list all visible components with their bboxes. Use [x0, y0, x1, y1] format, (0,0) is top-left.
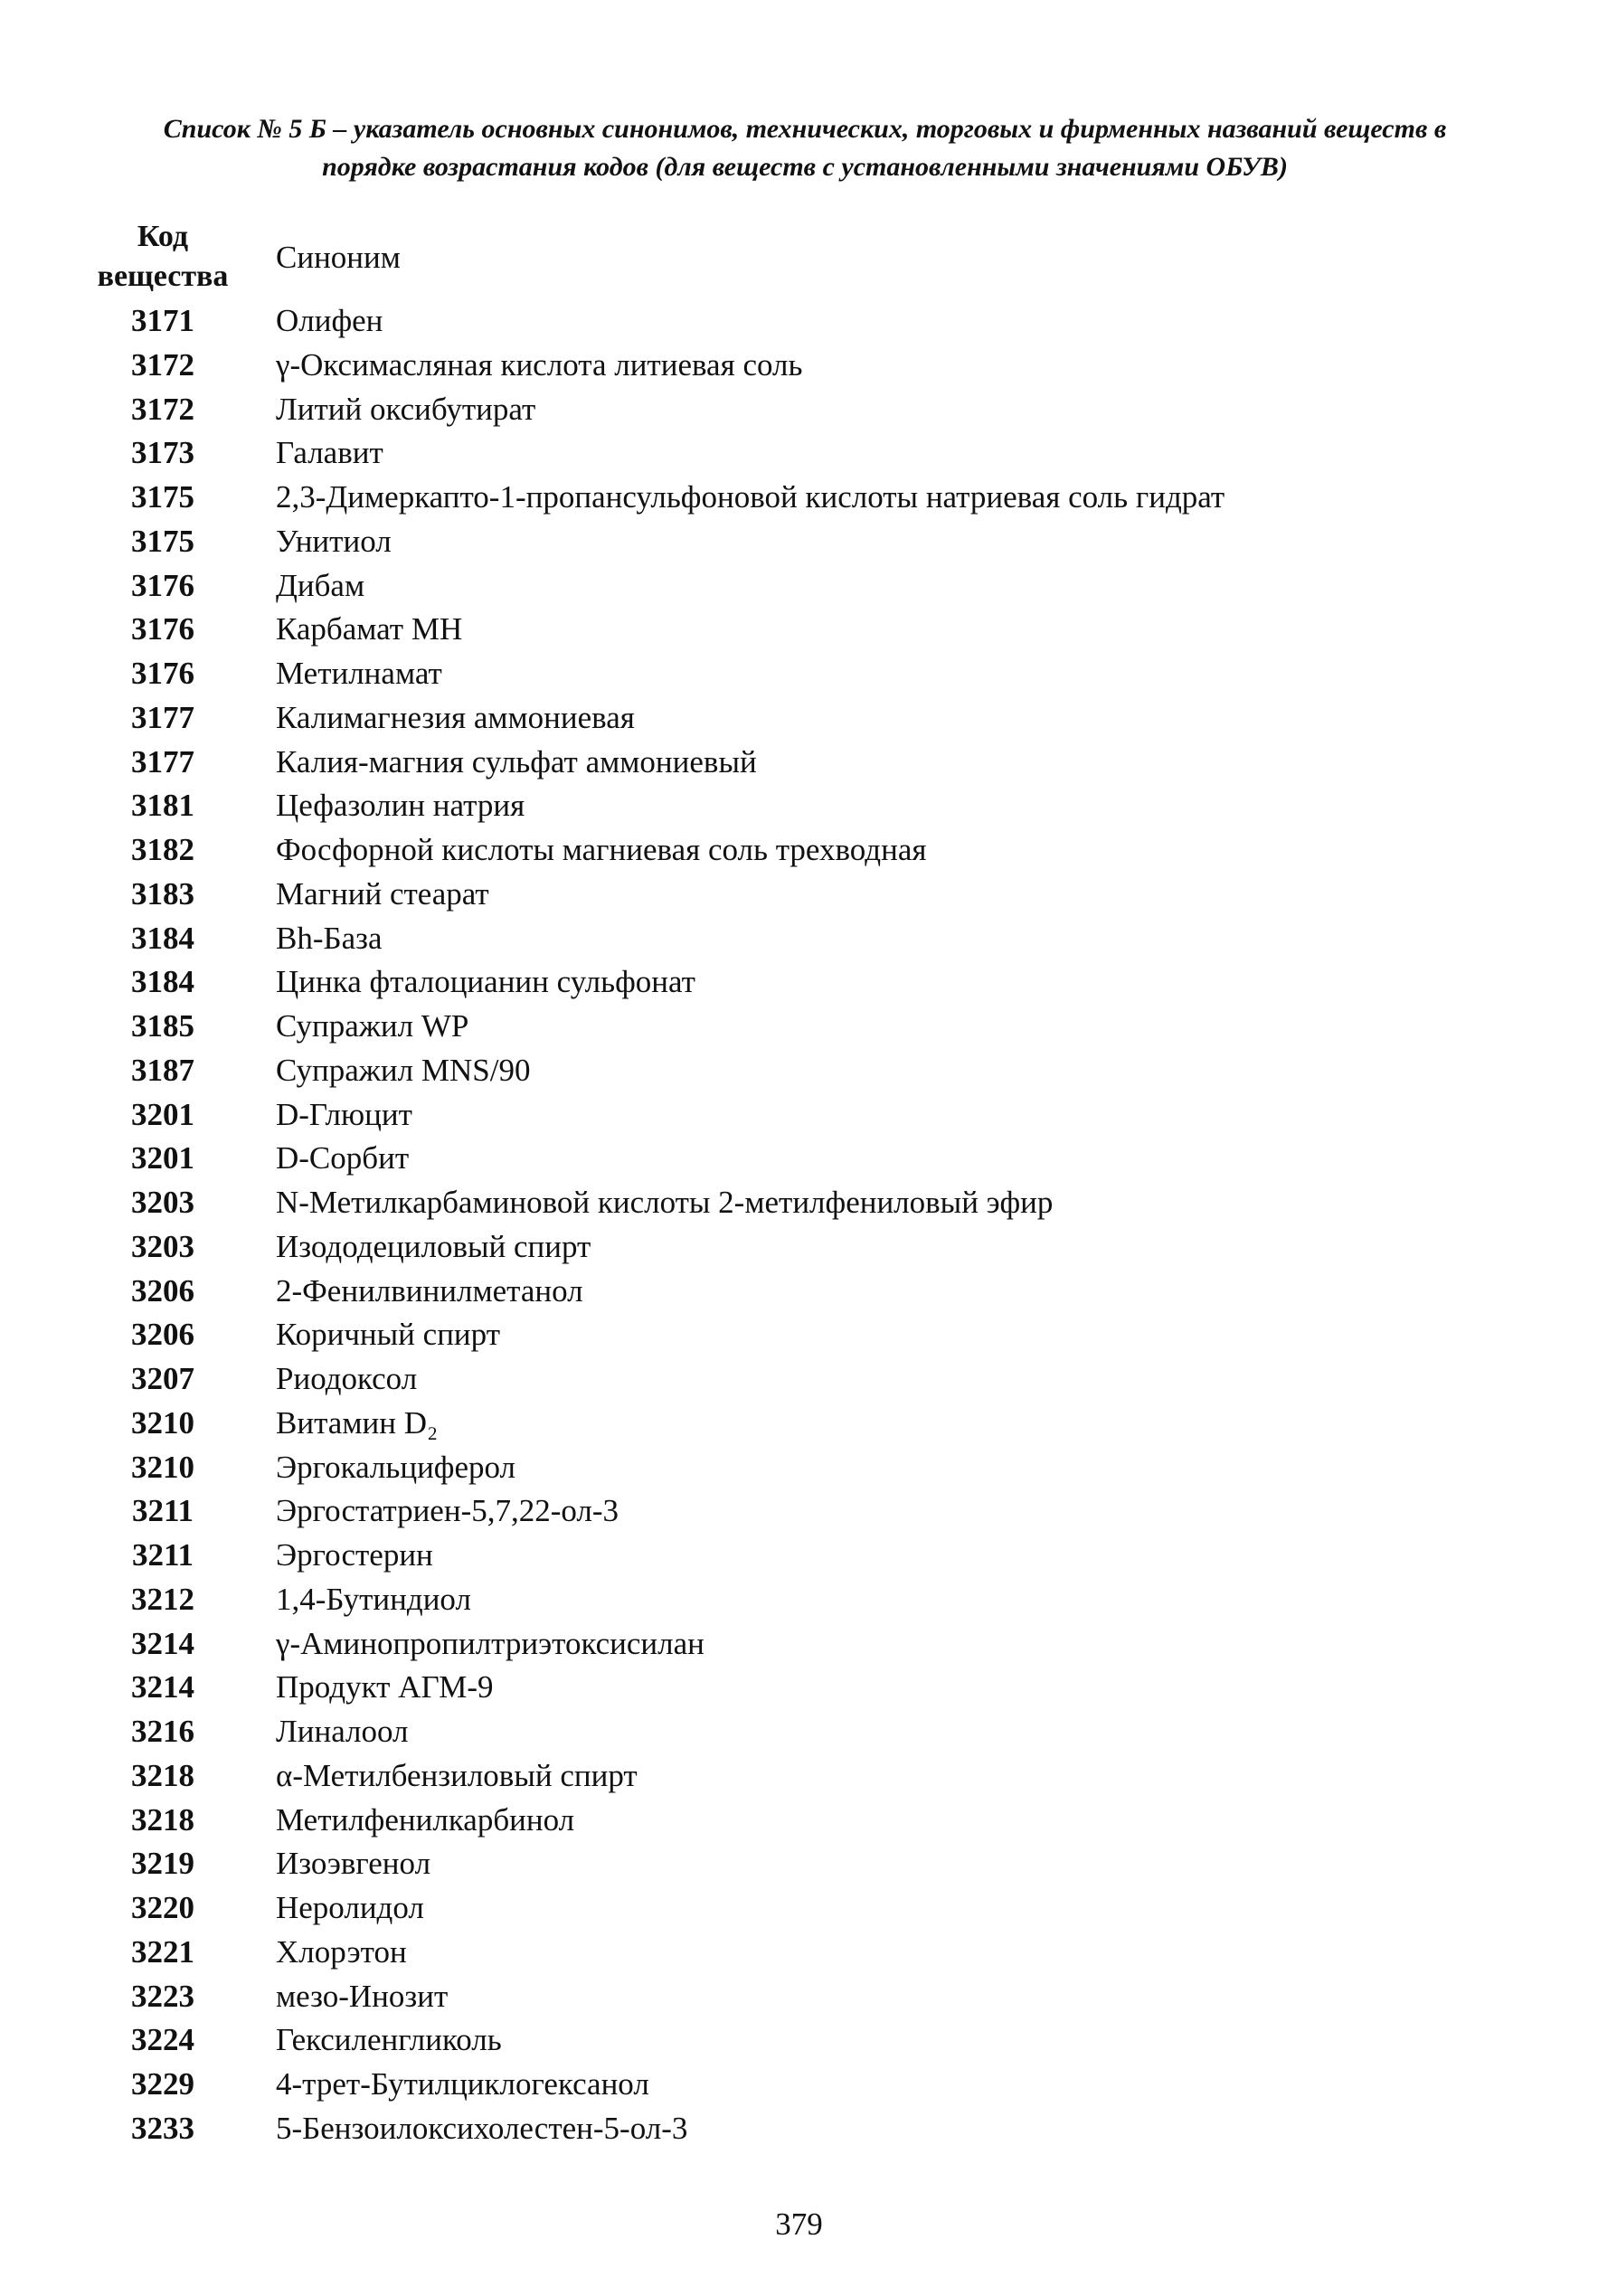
synonym-name: Магний стеарат — [276, 875, 489, 912]
synonym-name: 2-Фенилвинилметанол — [276, 1272, 583, 1309]
table-row — [90, 1489, 1501, 1534]
synonym-name: Фосфорной кислоты магниевая соль трехводная — [276, 832, 927, 867]
table-row — [90, 652, 1501, 696]
column-header-code-line-1: Код — [137, 220, 189, 253]
table-row — [90, 2063, 1501, 2107]
table-row — [90, 388, 1501, 432]
substance-code: 3176 — [131, 656, 194, 691]
substance-code: 3218 — [131, 1801, 194, 1838]
table-row — [90, 1357, 1501, 1402]
table-row — [90, 1799, 1501, 1843]
table-row — [90, 1005, 1501, 1049]
substance-code: 3201 — [131, 1096, 194, 1132]
table-row — [90, 564, 1501, 609]
table-row — [90, 1270, 1501, 1314]
table-row — [90, 431, 1501, 476]
table-row — [90, 1093, 1501, 1138]
table-row — [90, 1975, 1501, 2019]
substance-code: 3221 — [131, 1933, 194, 1970]
synonym-name: Дибам — [276, 567, 365, 603]
table-row — [90, 1886, 1501, 1931]
substance-code: 3214 — [131, 1625, 194, 1661]
synonym-name: α-Метилбензиловый спирт — [276, 1757, 638, 1793]
substance-code: 3206 — [131, 1272, 194, 1309]
table-row — [90, 1137, 1501, 1181]
table-row — [90, 2018, 1501, 2063]
substance-code: 3187 — [131, 1052, 194, 1088]
table-row — [90, 1049, 1501, 1093]
synonym-name: 2,3-Димеркапто-1-пропансульфоновой кислоты натриевая соль гидрат — [276, 479, 1225, 515]
synonym-name: Калимагнезия аммониевая — [276, 699, 635, 735]
substance-code: 3184 — [131, 920, 194, 956]
substance-code: 3229 — [131, 2066, 194, 2102]
synonym-name: Галавит — [276, 435, 383, 471]
substance-code: 3219 — [131, 1846, 194, 1882]
synonym-name: Риодоксол — [276, 1361, 418, 1396]
synonym-name: Супражил MNS/90 — [276, 1052, 531, 1088]
table-row — [90, 1534, 1501, 1578]
synonym-name: мезо-Инозит — [276, 1978, 449, 2014]
synonym-name: Унитиол — [276, 523, 392, 559]
synonym-name: Коричный спирт — [276, 1317, 500, 1353]
table-row — [90, 608, 1501, 652]
substance-code: 3172 — [131, 391, 194, 427]
substance-code: 3207 — [131, 1361, 194, 1396]
table-row — [90, 1931, 1501, 1975]
title-line-2: порядке возрастания кодов (для веществ с установленными значениями ОБУВ) — [322, 152, 1288, 182]
synonym-name: N-Метилкарбаминовой кислоты 2-метилфениловый эфир — [276, 1185, 1054, 1220]
table-row — [90, 2107, 1501, 2151]
synonym-name: 4-трет-Бутилциклогексанол — [276, 2066, 649, 2102]
column-header-code — [90, 217, 235, 297]
synonym-name: Изоэвгенол — [276, 1846, 431, 1882]
table-row — [90, 299, 1501, 344]
table-row — [90, 784, 1501, 828]
synonym-name: Карбамат МН — [276, 611, 463, 647]
synonym-name: 1,4-Бутиндиол — [276, 1581, 471, 1617]
synonym-table — [90, 299, 1501, 2151]
substance-code: 3210 — [131, 1449, 194, 1485]
document-title — [81, 110, 1528, 186]
page-number: 379 — [775, 2206, 823, 2242]
synonym-name: Эргостатриен-5,7,22-ол-3 — [276, 1493, 619, 1529]
substance-code: 3177 — [131, 699, 194, 735]
substance-code: 3173 — [131, 435, 194, 471]
table-row — [90, 1754, 1501, 1799]
synonym-name: Цефазолин натрия — [276, 788, 525, 824]
synonym-name: D-Сорбит — [276, 1140, 410, 1176]
substance-code: 3211 — [131, 1537, 194, 1573]
substance-code: 3175 — [131, 479, 194, 515]
substance-code: 3182 — [131, 832, 194, 867]
synonym-name: Метилфенилкарбинол — [276, 1801, 575, 1838]
table-row — [90, 917, 1501, 961]
substance-code: 3220 — [131, 1890, 194, 1925]
synonym-name: Хлорэтон — [276, 1933, 407, 1970]
substance-code: 3171 — [131, 303, 194, 338]
table-row — [90, 476, 1501, 520]
synonym-name: Калия-магния сульфат аммониевый — [276, 743, 757, 780]
synonym-name: γ-Аминопропилтриэтоксисилан — [276, 1625, 704, 1661]
substance-code: 3206 — [131, 1317, 194, 1353]
synonym-name: Линалоол — [276, 1714, 409, 1749]
substance-code: 3212 — [131, 1581, 194, 1617]
synonym-name: γ-Оксимасляная кислота литиевая соль — [276, 346, 803, 383]
substance-code: 3233 — [131, 2110, 194, 2146]
substance-code: 3210 — [131, 1404, 194, 1441]
table-row — [90, 1842, 1501, 1886]
synonym-name: Литий оксибутират — [276, 391, 536, 427]
substance-code: 3181 — [131, 788, 194, 824]
table-row — [90, 1313, 1501, 1357]
table-row — [90, 1446, 1501, 1490]
table-row — [90, 1181, 1501, 1225]
synonym-name: Гексиленгликоль — [276, 2022, 502, 2058]
synonym-name: Продукт АГМ-9 — [276, 1669, 494, 1705]
substance-code: 3172 — [131, 346, 194, 383]
synonym-name: Изододециловый спирт — [276, 1228, 591, 1264]
column-header-code-line-2: вещества — [97, 260, 229, 293]
table-row — [90, 696, 1501, 741]
synonym-name: Неролидол — [276, 1890, 424, 1925]
table-row — [90, 828, 1501, 873]
table-row — [90, 741, 1501, 785]
substance-code: 3218 — [131, 1757, 194, 1793]
substance-code: 3203 — [131, 1228, 194, 1264]
substance-code: 3183 — [131, 875, 194, 912]
table-row — [90, 1622, 1501, 1667]
table-row — [90, 1710, 1501, 1754]
table-row — [90, 873, 1501, 917]
substance-code: 3185 — [131, 1008, 194, 1044]
substance-code: 3176 — [131, 567, 194, 603]
synonym-name: D-Глюцит — [276, 1096, 412, 1132]
table-row — [90, 1402, 1501, 1446]
substance-code: 3176 — [131, 611, 194, 647]
substance-code: 3175 — [131, 523, 194, 559]
synonym-name: Витамин D₂ — [276, 1404, 439, 1441]
synonym-name: Олифен — [276, 303, 383, 338]
synonym-name: Метилнамат — [276, 656, 442, 691]
substance-code: 3203 — [131, 1185, 194, 1220]
table-row — [90, 344, 1501, 388]
substance-code: 3177 — [131, 743, 194, 780]
table-row — [90, 520, 1501, 564]
substance-code: 3223 — [131, 1978, 194, 2014]
synonym-name: Цинка фталоцианин сульфонат — [276, 964, 695, 1000]
synonym-name: Эргокальциферол — [276, 1449, 516, 1485]
table-row — [90, 960, 1501, 1005]
column-header-synonym: Синоним — [276, 240, 401, 275]
substance-code: 3211 — [131, 1493, 194, 1529]
substance-code: 3214 — [131, 1669, 194, 1705]
substance-code: 3216 — [131, 1714, 194, 1749]
substance-code: 3224 — [131, 2022, 194, 2058]
synonym-name: Супражил WP — [276, 1008, 469, 1044]
substance-code: 3201 — [131, 1140, 194, 1176]
title-line-1: Список № 5 Б – указатель основных синонимов, технических, торговых и фирменных названий веществ в — [163, 114, 1447, 144]
table-row — [90, 1225, 1501, 1270]
table-row — [90, 1666, 1501, 1710]
table-header — [90, 217, 1447, 298]
substance-code: 3184 — [131, 964, 194, 1000]
synonym-name: Bh-База — [276, 920, 383, 956]
synonym-name: Эргостерин — [276, 1537, 433, 1573]
table-row — [90, 1578, 1501, 1622]
synonym-name: 5-Бензоилоксихолестен-5-ол-3 — [276, 2110, 688, 2146]
